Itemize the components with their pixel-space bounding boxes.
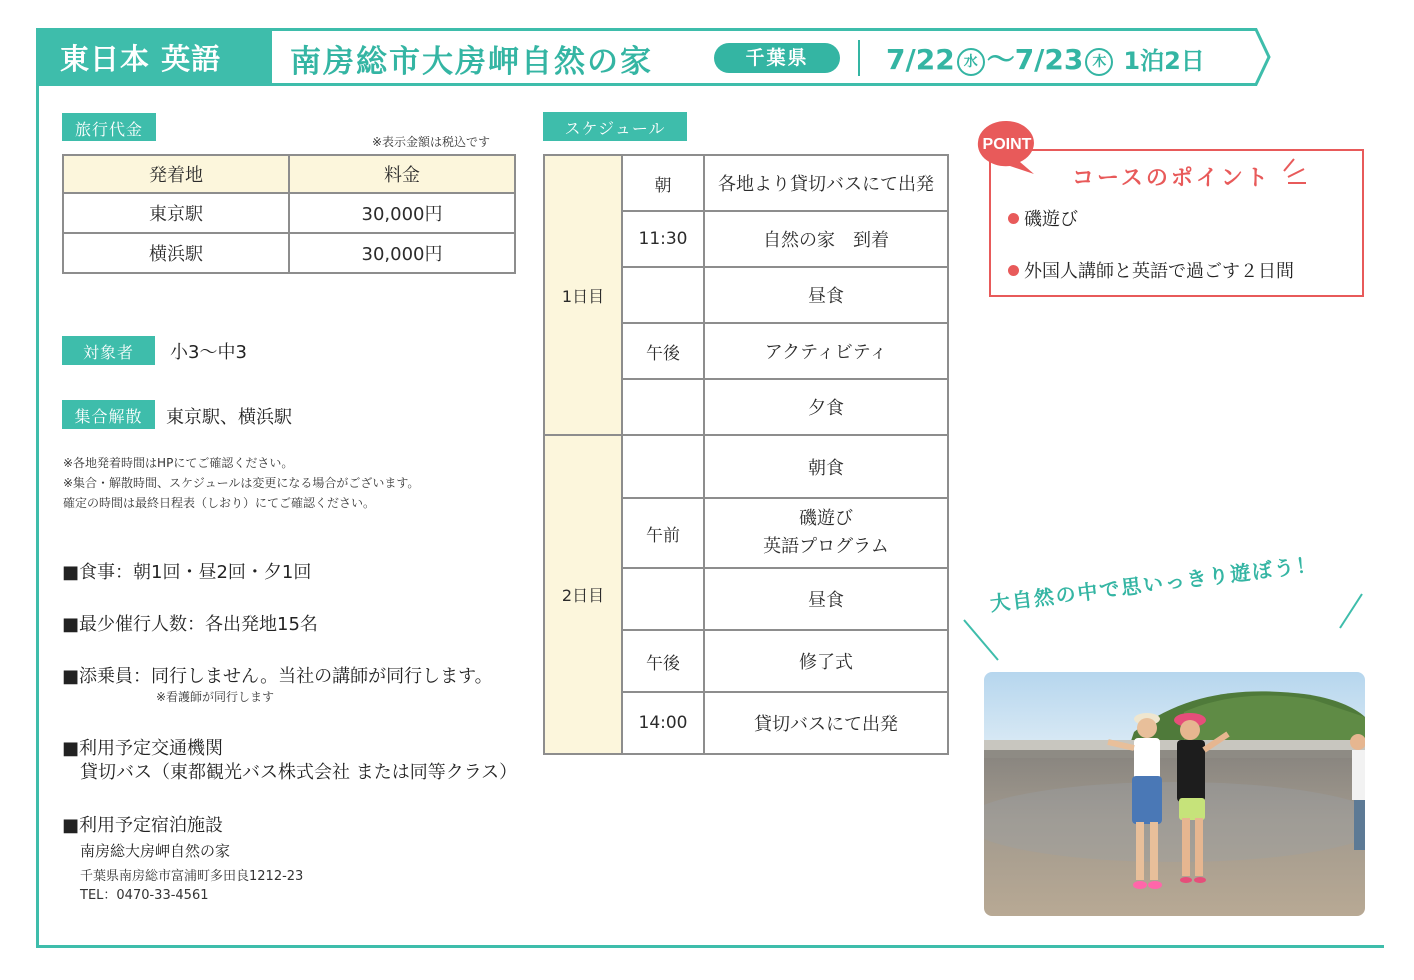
point-item-text: 外国人講師と英語で過ごす２日間 [1024, 261, 1294, 282]
schedule-activity: 修了式 [704, 630, 948, 692]
schedule-time: 14:00 [622, 692, 704, 754]
schedule-activity-line: 磯遊び [799, 508, 853, 529]
schedule-activity: 昼食 [704, 267, 948, 323]
target-label: 対象者 [62, 336, 155, 365]
date-separator: 〜 [986, 43, 1015, 76]
meeting-value: 東京駅、横浜駅 [166, 407, 292, 428]
region-badge: 東日本 英語 [36, 28, 272, 86]
day-end: 木 [1085, 48, 1113, 76]
point-item-text: 磯遊び [1024, 209, 1078, 230]
facility-name: 南房総大房岬自然の家 [80, 842, 231, 860]
schedule-time [622, 379, 704, 435]
point-badge [974, 120, 1044, 180]
escort-info: ■添乗員：同行しません。当社の講師が同行します。 [62, 666, 493, 687]
table-row [544, 435, 948, 498]
nurse-note: ※看護師が同行します [156, 690, 275, 704]
price-fee: 30,000円 [289, 233, 515, 273]
catch-copy: 大自然の中で思いっきり遊ぼう！ [988, 551, 1320, 616]
point-item [1008, 205, 1078, 231]
schedule-activity: 各地より貸切バスにて出発 [704, 155, 948, 211]
meeting-label: 集合解散 [62, 400, 155, 429]
frame-left-line [36, 28, 39, 948]
price-table [62, 154, 516, 274]
schedule-time [622, 435, 704, 498]
price-header-fee: 料金 [289, 155, 515, 193]
prefecture-badge: 千葉県 [714, 43, 840, 73]
trip-dates [886, 38, 1205, 78]
schedule-time [622, 568, 704, 630]
bullet-dot-icon [1008, 213, 1019, 224]
meals-info: ■食事：朝1回・昼2回・夕1回 [62, 562, 312, 583]
min-people-info: ■最少催行人数：各出発地15名 [62, 614, 318, 635]
price-fee: 30,000円 [289, 193, 515, 233]
schedule-time: 午前 [622, 498, 704, 568]
point-item [1008, 257, 1294, 283]
note-3: 確定の時間は最終日程表（しおり）にてご確認ください。 [63, 496, 376, 510]
schedule-table [543, 154, 949, 755]
note-2: ※集合・解散時間、スケジュールは変更になる場合がございます。 [63, 476, 420, 490]
day-start: 水 [957, 48, 985, 76]
schedule-day-1: 1日目 [544, 155, 622, 435]
bullet-dot-icon [1008, 265, 1019, 276]
note-1: ※各地発着時間はHPにてご確認ください。 [63, 456, 294, 470]
facility-address: 千葉県南房総市富浦町多田良1212-23 [80, 869, 304, 884]
schedule-activity: アクティビティ [704, 323, 948, 379]
target-value: 小3〜中3 [170, 342, 247, 363]
date-end: 7/23 [1014, 43, 1084, 76]
schedule-time [622, 267, 704, 323]
price-header-row [63, 155, 515, 193]
schedule-activity: 自然の家 到着 [704, 211, 948, 267]
table-row [544, 155, 948, 211]
schedule-activity [704, 498, 948, 568]
frame-bottom-line [36, 945, 1384, 948]
schedule-time: 11:30 [622, 211, 704, 267]
schedule-activity: 貸切バスにて出発 [704, 692, 948, 754]
schedule-activity: 夕食 [704, 379, 948, 435]
header-divider [858, 40, 860, 76]
point-badge-text: POINT [982, 136, 1032, 153]
schedule-activity-line: 英語プログラム [763, 536, 889, 557]
schedule-day-2: 2日目 [544, 435, 622, 754]
schedule-label: スケジュール [543, 112, 687, 141]
table-row [63, 233, 515, 273]
schedule-time: 午後 [622, 630, 704, 692]
schedule-activity: 昼食 [704, 568, 948, 630]
transport-value: 貸切バス（東都観光バス株式会社 または同等クラス） [80, 762, 518, 783]
schedule-time: 朝 [622, 155, 704, 211]
beach-photo [984, 672, 1365, 916]
price-label: 旅行代金 [62, 113, 156, 141]
table-row [63, 193, 515, 233]
page-title: 南房総市大房岬自然の家 [290, 44, 653, 80]
price-place: 横浜駅 [63, 233, 289, 273]
price-header-place: 発着地 [63, 155, 289, 193]
point-title: コースのポイント [1072, 166, 1271, 191]
schedule-activity: 朝食 [704, 435, 948, 498]
tax-note: ※表示金額は税込です [372, 135, 491, 149]
price-place: 東京駅 [63, 193, 289, 233]
facility-tel: TEL：0470-33-4561 [80, 888, 209, 903]
facility-title: ■利用予定宿泊施設 [62, 815, 224, 836]
date-start: 7/22 [886, 43, 955, 76]
sparkle-icon [1280, 157, 1310, 193]
trip-duration: 1泊2日 [1123, 47, 1205, 75]
transport-title: ■利用予定交通機関 [62, 738, 224, 759]
schedule-time: 午後 [622, 323, 704, 379]
